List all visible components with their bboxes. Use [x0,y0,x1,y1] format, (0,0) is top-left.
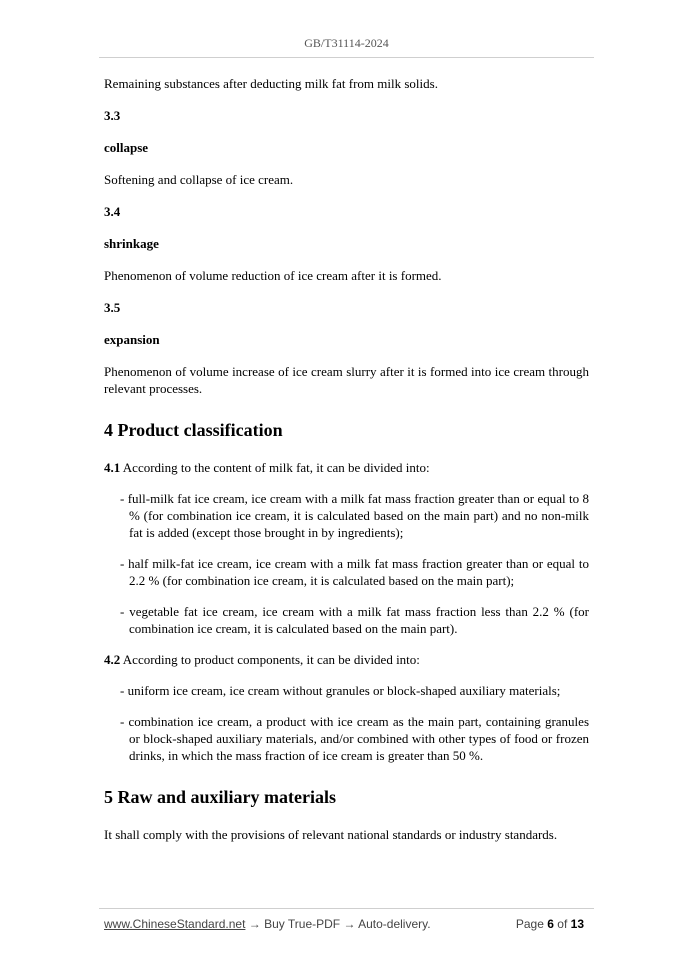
site-link[interactable]: www.ChineseStandard.net [104,917,246,931]
clause-paragraph [104,651,589,668]
footer-divider [99,908,594,909]
clause-number: 3.4 [104,204,121,219]
section-text: It shall comply with the provisions of relevant national standards or industry standards. [104,827,558,842]
clause-number: 3.3 [104,108,121,123]
clause-number: 4.2 [104,652,121,667]
footer-tagline: → Buy True-PDF → Auto-delivery. [245,917,431,931]
of-label: of [557,917,568,931]
list-item: - combination ice cream, a product with ice cream as the main part, containing granules or block-shaped auxiliary materials, and/or combined with other types of food or frozen drinks, in which the mass fraction of ice cream is greater than 50 %. [120,714,589,763]
term-definition: Softening and collapse of ice cream. [104,172,294,187]
clause-paragraph [104,459,589,476]
header-doc-code: GB/T31114-2024 [304,36,389,50]
section-heading: 5 Raw and auxiliary materials [104,787,336,807]
page-content [104,75,589,843]
section-heading: 4 Product classification [104,420,283,440]
list-item: - uniform ice cream, ice cream without granules or block-shaped auxiliary materials; [120,683,561,698]
list-item: - half milk-fat ice cream, ice cream with a milk fat mass fraction greater than or equal to 2.2 % (for combination ice cream, it is calculated based on the main part); [120,556,589,588]
clause-number: 3.5 [104,300,121,315]
intro-text: Remaining substances after deducting milk fat from milk solids. [104,76,438,91]
term-definition: Phenomenon of volume reduction of ice cream after it is formed. [104,268,442,283]
term-title: collapse [104,140,149,155]
clause-number: 4.1 [104,460,121,475]
page-total: 13 [570,917,584,931]
term-title: expansion [104,332,160,347]
header-divider [99,57,594,58]
term-title: shrinkage [104,236,159,251]
list-item: - vegetable fat ice cream, ice cream with a milk fat mass fraction less than 2.2 % (for combination ice cream, it is calculated based on the main part). [120,604,589,636]
page-indicator [516,917,584,931]
footer [104,917,584,931]
list-item: - full-milk fat ice cream, ice cream with a milk fat mass fraction greater than or equal to 8 % (for combination ice cream, it is calculated based on the main part) and no non-milk fat is added (except those brought in by ingredients); [120,491,589,540]
term-definition: Phenomenon of volume increase of ice cream slurry after it is formed into ice cream through relevant processes. [104,364,589,396]
clause-text: According to the content of milk fat, it can be divided into: [120,460,430,475]
page-label: Page [515,917,544,931]
clause-text: According to product components, it can be divided into: [120,652,420,667]
page-number: 6 [547,917,554,931]
